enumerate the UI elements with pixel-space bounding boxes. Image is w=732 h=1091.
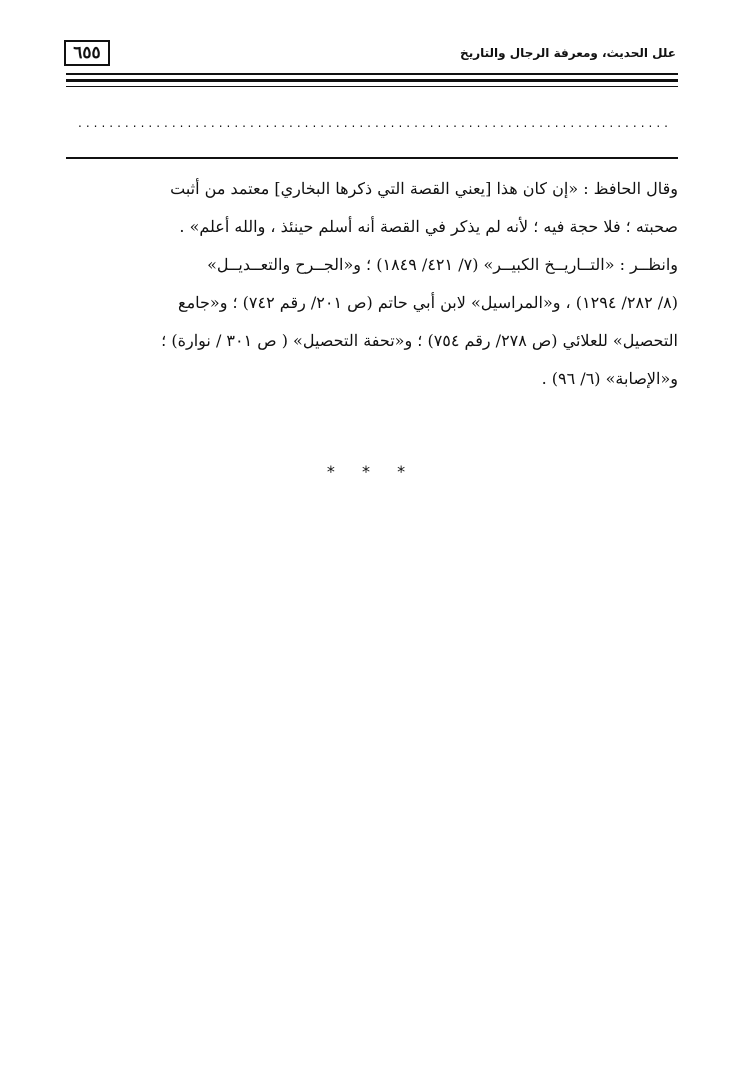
body-line: وقال الحافظ : «إن كان هذا [يعني القصة التي ذكرها البخاري] معتمد من أثبت xyxy=(170,179,678,198)
body-line: صحبته ؛ فلا حجة فيه ؛ لأنه لم يذكر في القصة أنه أسلم حينئذ ، والله أعلم» . xyxy=(179,217,678,236)
header-rule-bottom xyxy=(66,86,678,87)
body-line: و«الإصابة» (٦/ ٩٦) . xyxy=(541,369,678,388)
body-line: (٨/ ٢٨٢/ ١٢٩٤) ، و«المراسيل» لابن أبي حاتم (ص ٢٠١/ رقم ٧٤٢) ؛ و«جامع xyxy=(178,293,678,312)
header-rule-middle xyxy=(66,79,678,82)
body-text xyxy=(66,170,678,398)
dotted-ellipsis-line: ............................................................................ xyxy=(78,116,672,130)
body-line: وانظــر : «التــاريــخ الكبيــر» (٧/ ٤٢١/ ١٨٤٩) ؛ و«الجــرح والتعــديــل» xyxy=(207,255,678,274)
section-end-ornament: * * * xyxy=(326,462,406,481)
header-rule-top xyxy=(66,73,678,75)
running-head: علل الحديث، ومعرفة الرجال والتاريخ xyxy=(460,46,676,60)
section-separator-rule xyxy=(66,157,678,159)
body-line: التحصيل» للعلائي (ص ٢٧٨/ رقم ٧٥٤) ؛ و«تحفة التحصيل» ( ص ٣٠١ / نوارة) ؛ xyxy=(161,331,678,350)
page-number: ٦٥٥ xyxy=(64,40,110,66)
